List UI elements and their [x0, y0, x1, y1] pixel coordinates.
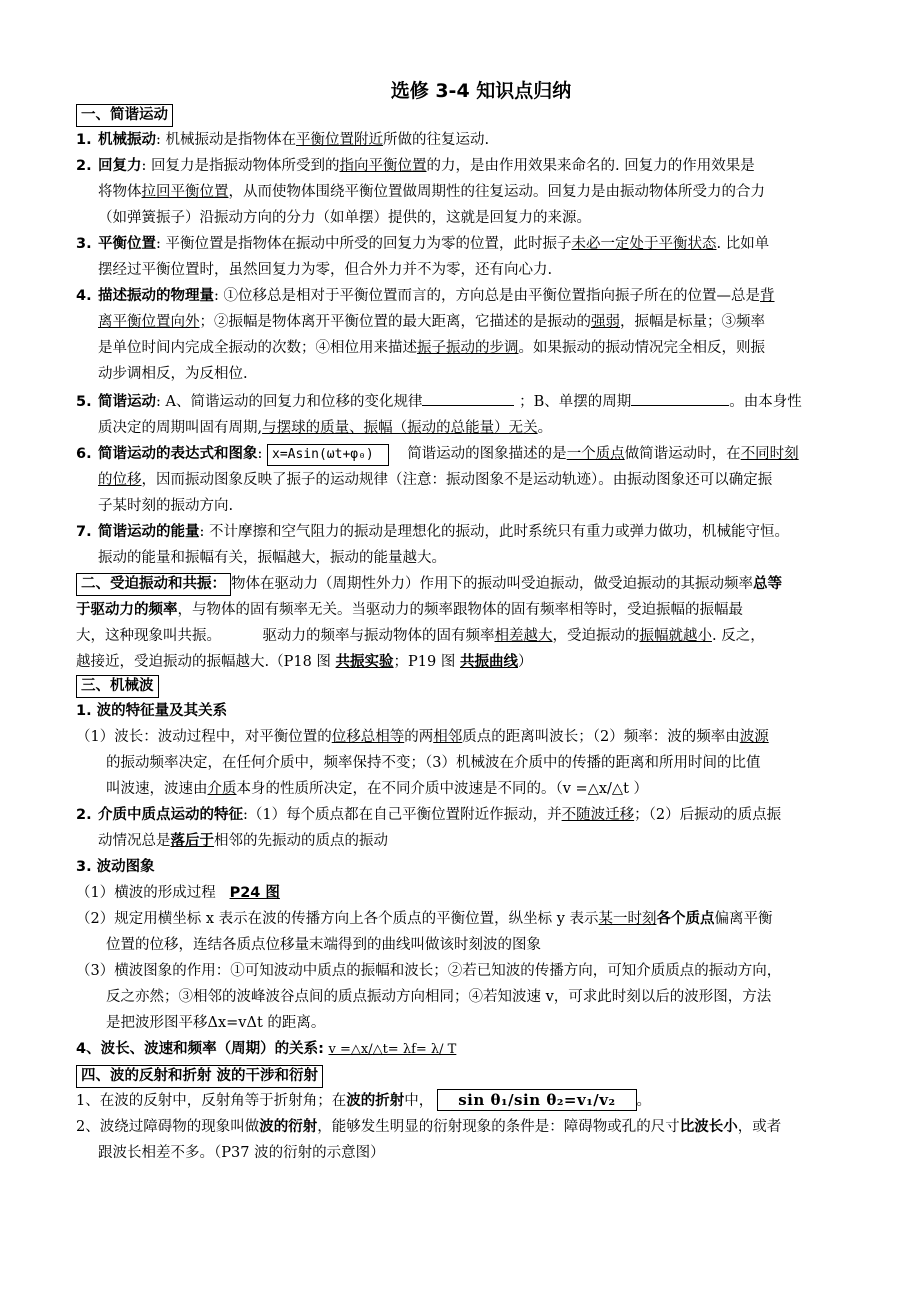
- subheading: 3. 波动图象: [76, 859, 155, 875]
- section-1: [76, 104, 856, 571]
- section-heading: 三、机械波: [76, 675, 159, 698]
- document-page: [76, 78, 856, 1166]
- section-heading: 二、受迫振动和共振：: [76, 573, 231, 596]
- section-4: 四、波的反射和折射 波的干涉和衍射 1、在波的反射中，反射角等于折射角；在波的折射中， sin θ₁/sin θ₂=v₁/v₂ 。 2、波绕过障碍物的现象叫做波的衍射，能够发生明显的衍射现象的条件是：障碍物或孔的尺寸比波长小，或者 跟波长相差不多。（P37 波的衍射的示意图）: [76, 1065, 856, 1166]
- section-3: 三、机械波 1. 波的特征量及其关系 （1）波长：波动过程中，对平衡位置的位移总相等的两相邻质点的距离叫波长；（2）频率：波的频率由波源 的振动频率决定，在任何介质中，频率保持不变；（3）机械波在介质中的传播的距离和所用时间的比值 叫波速，波速由介质本身的性质所决定，在不同介质中波速是不同的。（v =△x/△t ） 2. 介质中质点运动的特征:（1）每个质点都在自己平衡位置附近作振动，并不随波迁移；（2）后振动的质点振 动情况总是落后于相邻的先振动的质点的振动 3. 波动图象 （1）横波的形成过程 P24 图 （2）规定用横坐标 x 表示在波的传播方向上各个质点的平衡位置，纵坐标 y 表示某一时刻各个质点偏离平衡 位置的位移，连结各质点位移量末端得到的曲线叫做该时刻波的图象 （3）横波图象的作用：①可知波动中质点的振幅和波长；②若已知波的传播方向，可知介质质点的振动方向， 反之亦然；③相邻的波峰波谷点间的质点振动方向相同；④若知波速 v，可求此时刻以后的波形图，方法 是把波形图平移Δx=vΔt 的距离。 4、波长、波速和频率（周期）的关系: v =△x/△t= λf= λ/ T: [76, 675, 856, 1063]
- fill-blank: [631, 387, 729, 406]
- item-1: 1. 机械振动: 机械振动是指物体在平衡位置附近所做的往复运动.: [76, 132, 490, 148]
- formula: v =△x/△t= λf= λ/ T: [328, 1042, 457, 1057]
- item-2: 2. 回复力: 回复力是指振动物体所受到的指向平衡位置的力，是由作用效果来命名的. 回复力的作用效果是 将物体拉回平衡位置，从而使物体围绕平衡位置做周期性的往复运动。回复力是由振动物体所受力的合力 （如弹簧振子）沿振动方向的分力（如单摆）提供的，这就是回复力的来源。: [76, 158, 765, 226]
- item-6: 6. 简谐运动的表达式和图象: x=Asin(ωt+φ₀) 简谐运动的图象描述的是一个质点做简谐运动时，在不同时刻 的位移，因而振动图象反映了振子的运动规律（注意：振动图象不是运动轨迹）。由振动图象还可以确定振 子某时刻的振动方向.: [76, 446, 799, 514]
- section-2: 二、受迫振动和共振： 物体在驱动力（周期性外力）作用下的振动叫受迫振动，做受迫振动的其振动频率总等 于驱动力的频率，与物体的固有频率无关。当驱动力的频率跟物体的固有频率相等时，受迫振幅的振幅最 大，这种现象叫共振。 驱动力的频率与振动物体的固有频率相差越大，受迫振动的振幅就越小. 反之， 越接近，受迫振动的振幅越大.（P18 图 共振实验；P19 图 共振曲线）: [76, 571, 856, 675]
- item-5: 5. 简谐运动: A、简谐运动的回复力和位移的变化规律 ；B、单摆的周期 。由本身性 质决定的周期叫固有周期,与摆球的质量、振幅（振动的总能量）无关。: [76, 387, 856, 441]
- paragraph: （2）规定用横坐标 x 表示在波的传播方向上各个质点的平衡位置，纵坐标 y 表示某一时刻各个质点偏离平衡 位置的位移，连结各质点位移量末端得到的曲线叫做该时刻波的图象: [76, 911, 773, 953]
- subheading: 1. 波的特征量及其关系: [76, 703, 228, 719]
- formula-box: x=Asin(ωt+φ₀): [267, 444, 389, 466]
- page-title: 选修 3-4 知识点归纳: [390, 80, 572, 102]
- paragraph: 2. 介质中质点运动的特征:（1）每个质点都在自己平衡位置附近作振动，并不随波迁移；（2）后振动的质点振 动情况总是落后于相邻的先振动的质点的振动: [76, 807, 782, 849]
- item-4: 4. 描述振动的物理量: ①位移总是相对于平衡位置而言的，方向总是由平衡位置指向振子所在的位置—总是背 离平衡位置向外；②振幅是物体离开平衡位置的最大距离，它描述的是振动的强弱，振幅是标量；③频率 是单位时间内完成全振动的次数；④相位用来描述振子振动的步调。如果振动的振动情况完全相反，则振 动步调相反，为反相位.: [76, 288, 775, 382]
- item-3: 3. 平衡位置: 平衡位置是指物体在振动中所受的回复力为零的位置，此时振子未必一定处于平衡状态. 比如单 摆经过平衡位置时，虽然回复力为零，但合外力并不为零，还有向心力.: [76, 236, 770, 278]
- paragraph: （1）波长：波动过程中，对平衡位置的位移总相等的两相邻质点的距离叫波长；（2）频率：波的频率由波源 的振动频率决定，在任何介质中，频率保持不变；（3）机械波在介质中的传播的距离和所用时间的比值 叫波速，波速由介质本身的性质所决定，在不同介质中波速是不同的。（v =△x/△t ）: [76, 729, 769, 797]
- section-heading: 一、简谐运动: [76, 104, 173, 127]
- paragraph: （3）横波图象的作用：①可知波动中质点的振幅和波长；②若已知波的传播方向，可知介质质点的振动方向， 反之亦然；③相邻的波峰波谷点间的质点振动方向相同；④若知波速 v，可求此时刻以后的波形图，方法 是把波形图平移Δx=vΔt 的距离。: [76, 963, 782, 1031]
- fill-blank: [422, 387, 514, 406]
- section-heading: 四、波的反射和折射 波的干涉和衍射: [76, 1065, 323, 1088]
- item-7: 7. 简谐运动的能量: 不计摩擦和空气阻力的振动是理想化的振动，此时系统只有重力或弹力做功，机械能守恒。 振动的能量和振幅有关，振幅越大，振动的能量越大。: [76, 524, 789, 566]
- formula-box: sin θ₁/sin θ₂=v₁/v₂: [437, 1089, 636, 1111]
